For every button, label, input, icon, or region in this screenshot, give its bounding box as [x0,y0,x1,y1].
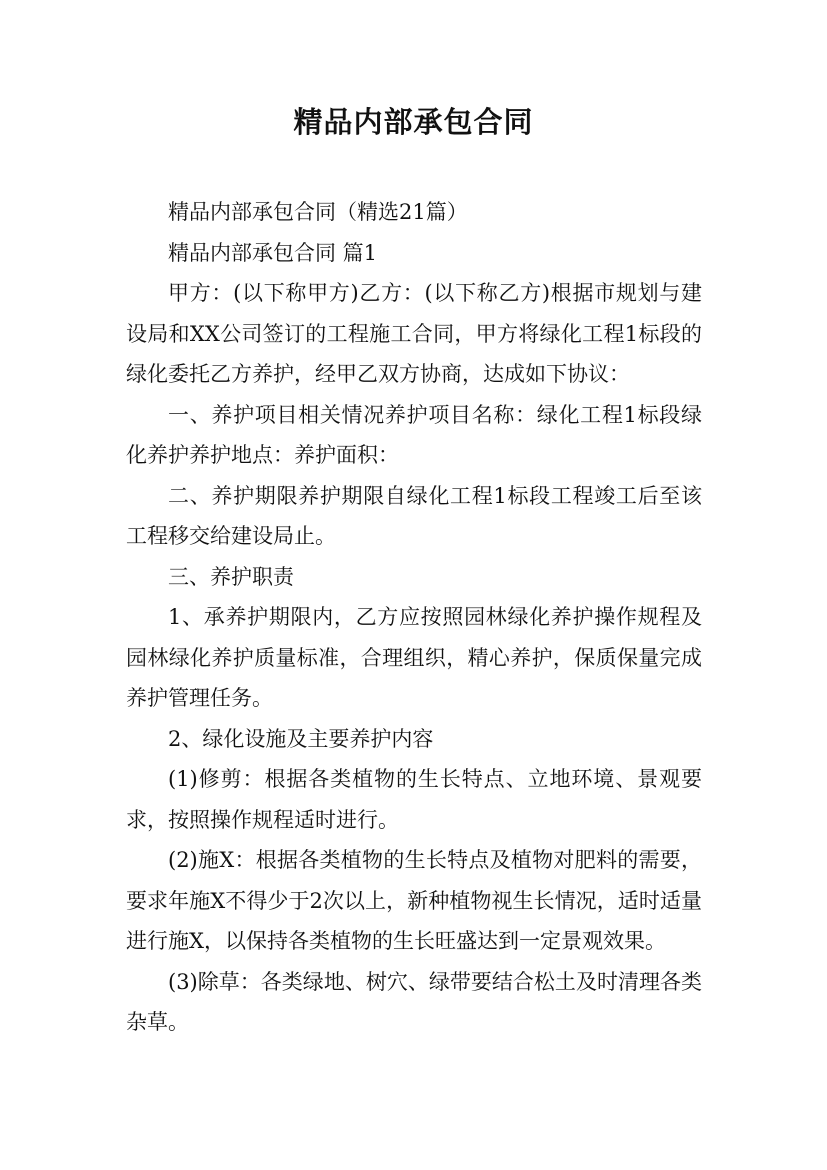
paragraph-subitem-1: (1)修剪：根据各类植物的生长特点、立地环境、景观要求，按照操作规程适时进行。 [126,767,702,832]
document-title: 精品内部承包合同 [293,105,534,139]
paragraph-section-heading: 精品内部承包合同 篇1 [168,240,378,265]
document-body [126,192,702,1043]
paragraph-clause-3-heading: 三、养护职责 [168,564,294,589]
paragraph-item-2: 2、绿化设施及主要养护内容 [168,726,434,751]
paragraph-clause-1: 一、养护项目相关情况养护项目名称：绿化工程1标段绿化养护养护地点：养护面积： [126,402,702,467]
paragraph-item-1: 1、承养护期限内，乙方应按照园林绿化养护操作规程及园林绿化养护质量标准，合理组织，精心养护，保质保量完成养护管理任务。 [126,605,702,710]
paragraph-parties: 甲方：(以下称甲方)乙方：(以下称乙方)根据市规划与建设局和XX公司签订的工程施工合同，甲方将绿化工程1标段的绿化委托乙方养护，经甲乙双方协商，达成如下协议： [126,281,702,386]
paragraph-clause-2: 二、养护期限养护期限自绿化工程1标段工程竣工后至该工程移交给建设局止。 [126,483,702,548]
paragraph-subitem-3: (3)除草：各类绿地、树穴、绿带要结合松土及时清理各类杂草。 [126,969,702,1034]
paragraph-subitem-2: (2)施X：根据各类植物的生长特点及植物对肥料的需要，要求年施X不得少于2次以上，新种植物视生长情况，适时适量进行施X，以保持各类植物的生长旺盛达到一定景观效果。 [126,848,702,953]
paragraph-subtitle: 精品内部承包合同（精选21篇） [168,200,468,224]
